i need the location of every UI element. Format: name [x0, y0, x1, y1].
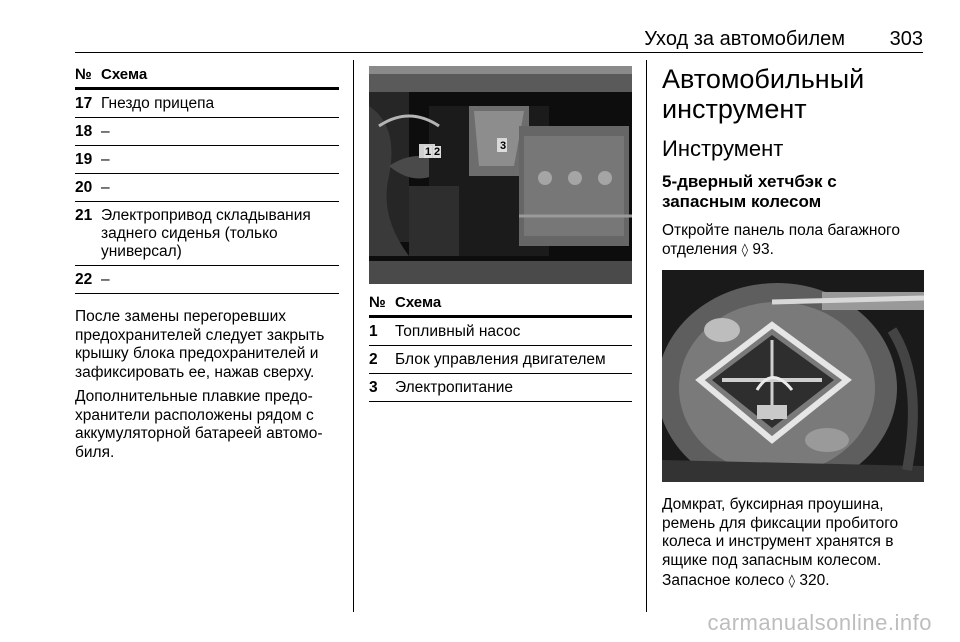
- row-text: –: [101, 271, 110, 288]
- left-column: [75, 60, 339, 462]
- row-number: 22: [75, 271, 93, 288]
- page-ref-link[interactable]: 93.: [752, 240, 774, 258]
- row-number: 18: [75, 123, 93, 140]
- row-number: 21: [75, 207, 93, 224]
- row-text: –: [101, 151, 110, 168]
- page-ref-icon: ◊: [741, 242, 749, 258]
- row-number: 2: [369, 351, 378, 368]
- row-text: Электропривод складывания заднего сиденья (только универсал): [101, 207, 311, 260]
- row-text: Гнездо прицепа: [101, 95, 215, 112]
- page-number: 303: [889, 28, 923, 50]
- paragraph: Дополнительные плавкие предо- хранители расположены рядом с аккумуляторной батареей автомо- биля.: [75, 388, 323, 461]
- table-header-label: Схема: [101, 66, 148, 83]
- subsubsection-heading: 5-дверный хетчбэк с запасным колесом: [662, 172, 837, 211]
- column-divider: [353, 60, 354, 612]
- page-header: [75, 22, 923, 53]
- figure-label-3: 3: [500, 140, 507, 152]
- section-heading: Автомобильный инструмент: [662, 64, 865, 124]
- row-number: 20: [75, 179, 93, 196]
- engine-bay-fusebox-photo: [369, 66, 632, 284]
- table-row: [75, 90, 339, 118]
- row-number: 19: [75, 151, 93, 168]
- subsection-heading: Инструмент: [662, 136, 784, 161]
- paragraph-text: Откройте панель пола багажного отделения: [662, 222, 900, 258]
- paragraph: [662, 572, 924, 592]
- row-number: 3: [369, 379, 378, 396]
- paragraph-text: Запасное колесо: [662, 572, 785, 589]
- table-header-num: №: [75, 66, 92, 83]
- table-row: [75, 146, 339, 174]
- row-number: 1: [369, 323, 378, 340]
- table-row: [75, 118, 339, 146]
- table-row: [369, 374, 632, 402]
- row-text: Блок управления двигателем: [395, 351, 606, 368]
- table-row: [75, 266, 339, 294]
- paragraph: [662, 222, 924, 260]
- watermark: carmanualsonline.info: [707, 610, 932, 635]
- paragraph: После замены перегоревших предохранителей следует закрыть крышку блока предохранителей и зафиксировать ее, нажав сверху.: [75, 308, 325, 381]
- table-row: [75, 174, 339, 202]
- row-text: –: [101, 123, 110, 140]
- row-text: Топливный насос: [395, 323, 521, 340]
- table-row: [369, 318, 632, 346]
- table-header: [369, 288, 632, 318]
- middle-column: [369, 60, 632, 402]
- table-row: [369, 346, 632, 374]
- table-header: [75, 60, 339, 90]
- row-number: 17: [75, 95, 93, 112]
- table-row: [75, 202, 339, 266]
- page-ref-icon: ◊: [788, 574, 796, 589]
- page-ref-link[interactable]: 320.: [799, 572, 830, 589]
- table-header-label: Схема: [395, 294, 442, 311]
- paragraph: Домкрат, буксирная проушина, ремень для фиксации пробитого колеса и инструмент хранятся в ящике под запасным колесом.: [662, 496, 899, 569]
- right-column: [662, 60, 924, 592]
- figure-label-2: 2: [434, 146, 441, 158]
- section-title: Уход за автомобилем: [644, 28, 845, 50]
- spare-wheel-toolbox-photo: [662, 270, 924, 482]
- row-text: Электропитание: [395, 379, 514, 396]
- table-header-num: №: [369, 294, 386, 311]
- row-text: –: [101, 179, 110, 196]
- column-divider: [646, 60, 647, 612]
- figure-label-1: 1: [425, 146, 432, 158]
